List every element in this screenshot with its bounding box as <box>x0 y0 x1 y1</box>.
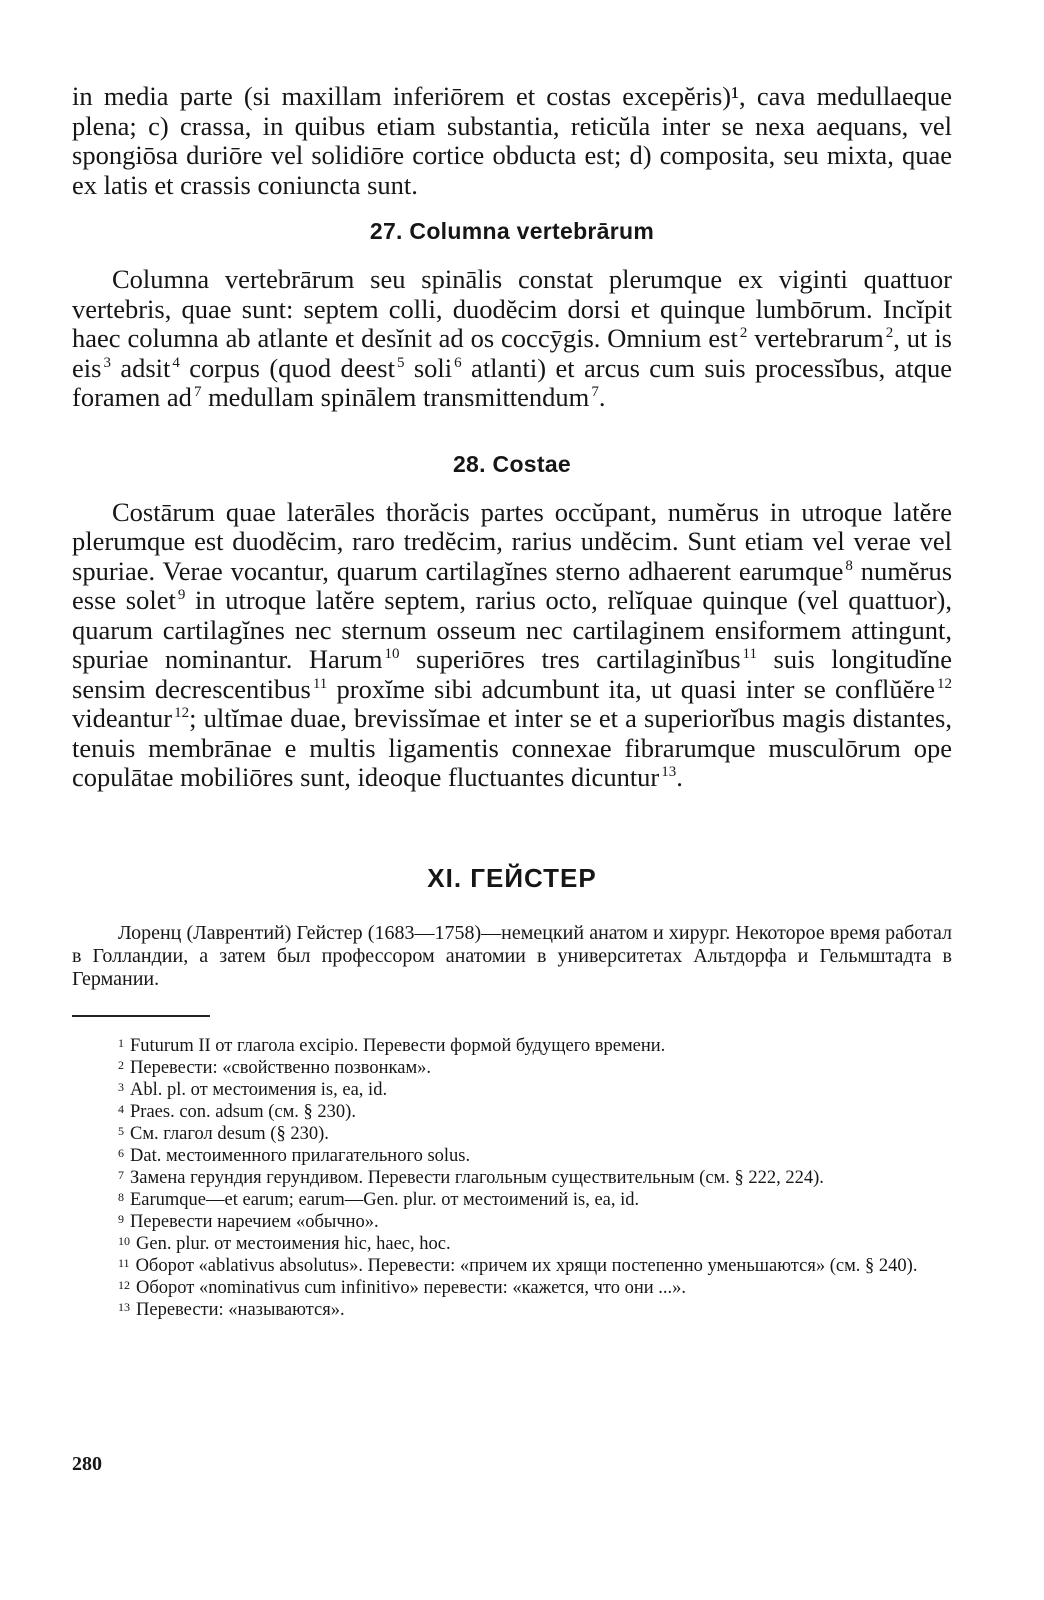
footnote <box>72 1145 952 1167</box>
footnote-number: 5 <box>118 1123 124 1138</box>
footnote-text: Перевести: «называются». <box>136 1299 345 1320</box>
footnote <box>72 1277 952 1299</box>
page-number: 280 <box>72 1453 102 1475</box>
footnote-ref: 7 <box>193 384 202 400</box>
text-run: videantur <box>72 703 173 733</box>
text-run: suis longitudĭne sensim decrescentibus <box>72 644 952 704</box>
footnote <box>72 1167 952 1189</box>
footnote-text: Futurum II от глагола excipio. Перевести формой будущего времени. <box>130 1035 666 1056</box>
section-27-heading: 27. Columna vertebrārum <box>369 218 655 244</box>
footnote-ref: 6 <box>454 354 462 371</box>
footnote-text: Перевести наречием «обычно». <box>130 1211 379 1232</box>
footnote-ref: 11 <box>742 646 757 662</box>
footnote-ref: 9 <box>177 587 186 603</box>
footnote-ref: 2 <box>885 325 894 341</box>
text-run: proxĭme sibi adcumbunt ita, ut quasi inter se conflŭĕre <box>327 673 935 704</box>
text-run: in utroque latĕre septem, rarius octo, relĭquae quinque (vel quattuor), quarum cartilagĭnes nec sternum osseum nec cartilaginem ensiformem attingunt, spuriae nominantur. Harum <box>72 585 953 674</box>
text-run: corpus (quod deest <box>179 352 395 383</box>
footnote-number: 12 <box>118 1277 130 1292</box>
footnote-ref: 5 <box>396 354 405 371</box>
footnote-text: Оборот «ablativus absolutus». Перевести: «причем их хрящи постепенно уменьшаются» (см. § 240). <box>135 1255 918 1276</box>
footnote-divider <box>72 1015 210 1017</box>
footnote <box>72 1233 952 1255</box>
footnote-number: 10 <box>118 1233 130 1248</box>
text-run: ; ultĭmae duae, brevissĭmae et inter se et a superiorĭbus magis distantes, tenuis membrānae e multis ligamentis connexae fibrarumque musculōrum ope copulātae mobiliōres sunt, ideoque fluctuantes dicuntur <box>72 703 952 792</box>
footnote-ref: 13 <box>661 764 677 780</box>
footnote-text: Praes. con. adsum (см. § 230). <box>130 1101 356 1122</box>
footnotes <box>72 1035 952 1321</box>
footnote-number: 4 <box>118 1101 124 1116</box>
text-run: medullam spinālem transmittendum <box>201 382 590 412</box>
author-bio: Лоренц (Лаврентий) Гейстер (1683—1758)—немецкий анатом и хирург. Некоторое время работал в Голландии, а затем был профессором анатомии в университетах Альтдорфа и Гельмштадта в Германии. <box>72 921 952 990</box>
footnote-text: Gen. plur. от местоимения hic, haec, hoc. <box>136 1233 451 1254</box>
footnote-ref: 10 <box>384 646 400 662</box>
footnote <box>72 1299 952 1321</box>
footnote <box>72 1035 952 1057</box>
footnote-text: Замена герундия герундивом. Перевести глагольным существительным (см. § 222, 224). <box>130 1167 824 1188</box>
text-run: numĕrus esse solet <box>72 555 953 615</box>
footnote-number: 13 <box>118 1299 130 1314</box>
footnote-ref: 8 <box>845 557 853 574</box>
text-run: soli <box>404 352 453 383</box>
chapter-title: XI. ГЕЙСТЕР <box>427 862 597 893</box>
text-run: atlanti) et arcus cum suis processĭbus, atque foramen ad <box>72 352 952 412</box>
footnote-number: 9 <box>118 1211 124 1226</box>
text-run: Costārum quae laterāles thorăcis partes occŭpant, numĕrus in utroque latĕre plerumque est duodĕcim, raro tredĕcim, rarius undĕcim. Sunt etiam vel verae vel spuriae. Verae vocantur, quarum cartilagĭnes sterno adhaerent earumque <box>72 496 952 586</box>
footnote-ref: 12 <box>937 675 952 692</box>
footnote-ref: 11 <box>312 675 328 692</box>
footnote-number: 11 <box>118 1255 130 1270</box>
footnote-text: Earumque—et earum; earum—Gen. plur. от местоимений is, ea, id. <box>130 1189 640 1210</box>
footnote-number: 2 <box>118 1057 124 1072</box>
footnote <box>72 1123 952 1145</box>
footnote-ref: 4 <box>172 354 180 371</box>
text-run: superiōres tres cartilaginĭbus <box>399 644 741 674</box>
text-run: adsit <box>110 352 171 383</box>
text-run: . <box>598 382 606 412</box>
footnote <box>72 1189 952 1211</box>
footnote-ref: 3 <box>103 354 111 371</box>
footnote-number: 7 <box>118 1167 124 1182</box>
section-28-paragraph <box>72 498 952 793</box>
footnote-number: 6 <box>118 1145 124 1160</box>
footnote-ref: 2 <box>739 325 748 341</box>
footnote <box>72 1057 952 1079</box>
section-27-paragraph <box>72 265 952 413</box>
text-run: . <box>676 762 683 792</box>
footnote <box>72 1255 952 1277</box>
section-28-heading: 28. Costae <box>452 450 572 477</box>
latin-text <box>72 82 952 793</box>
continuation-paragraph: in media parte (si maxillam inferiōrem et costas excepĕris)¹, cava medullaeque plena; c) crassa, in quibus etiam substantia, reticŭla inter se nexa aequans, vel spongiōsa duriōre vel solidiōre cortice obducta est; d) composita, seu mixta, quae ex latis et crassis coniuncta sunt. <box>72 81 952 200</box>
footnote-number: 8 <box>118 1189 124 1204</box>
text-run: Columna vertebrārum seu spinālis constat plerumque ex viginti quattuor vertebris, quae sunt: septem colli, duodĕcim dorsi et quinque lumbōrum. Incĭpit haec columna ab atlante et desĭnit ad os coccȳgis. Omnium est <box>72 264 952 353</box>
footnote <box>72 1211 952 1233</box>
footnote <box>72 1101 952 1123</box>
footnote-text: См. глагол desum (§ 230). <box>130 1123 329 1144</box>
text-run: , ut is eis <box>72 323 952 383</box>
footnote-ref: 7 <box>591 384 599 400</box>
footnote-text: Abl. pl. от местоимения is, ea, id. <box>130 1079 388 1100</box>
footnote-text: Оборот «nominativus cum infinitivo» перевести: «кажется, что они ...». <box>136 1277 687 1298</box>
footnote-number: 1 <box>118 1035 124 1050</box>
footnote-text: Dat. местоименного прилагательного solus. <box>130 1145 471 1166</box>
footnote <box>72 1079 952 1101</box>
footnote-number: 3 <box>118 1079 124 1094</box>
text-run: vertebrarum <box>747 323 884 353</box>
footnote-ref: 12 <box>174 705 190 721</box>
footnote-text: Перевести: «свойственно позвонкам». <box>130 1057 432 1078</box>
